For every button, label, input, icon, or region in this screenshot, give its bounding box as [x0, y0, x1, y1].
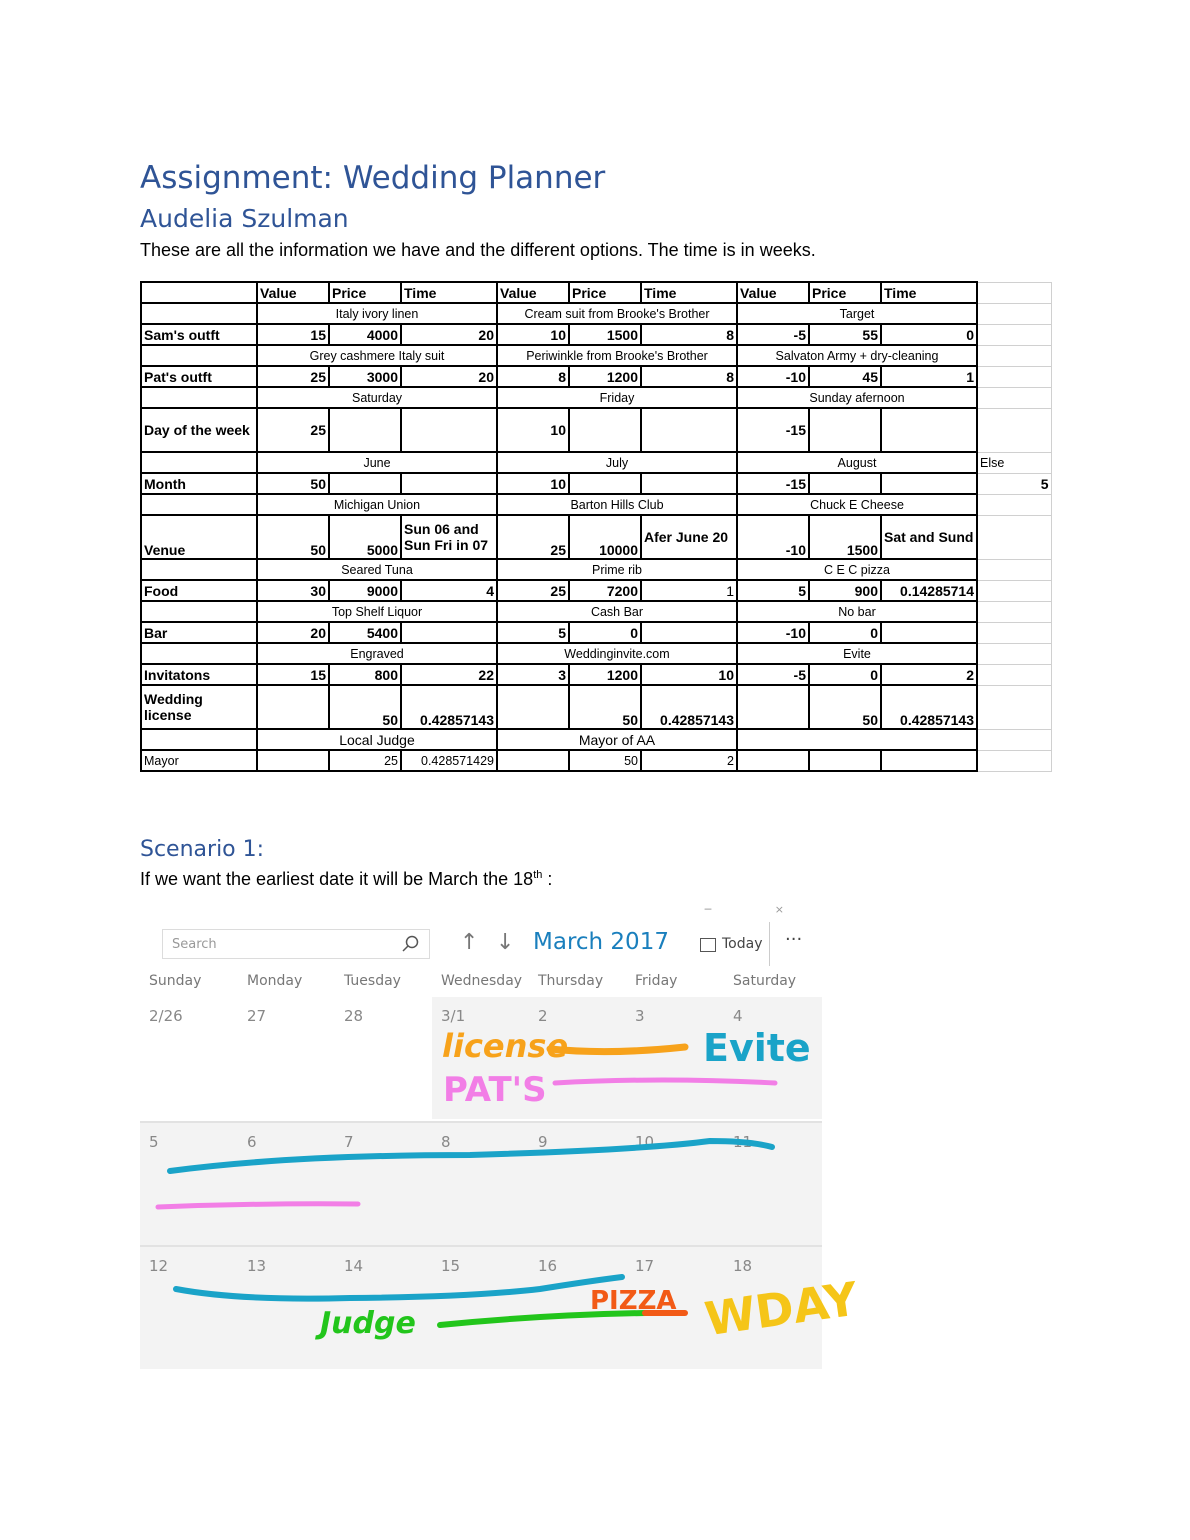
day-cell[interactable]: 6	[247, 1133, 257, 1151]
option-row	[141, 303, 1051, 324]
option-label: Grey cashmere Italy suit	[257, 345, 497, 366]
cell: 50	[569, 750, 641, 771]
row-label: Invitatons	[141, 664, 257, 685]
cell: 50	[329, 685, 401, 729]
option-label: Periwinkle from Brooke's Brother	[497, 345, 737, 366]
week2-pink-stroke	[158, 1204, 358, 1207]
cell: 15	[257, 664, 329, 685]
day-cell[interactable]: 2/26	[149, 1007, 183, 1025]
cell: 25	[497, 515, 569, 559]
data-row	[141, 664, 1051, 685]
previous-month-button[interactable]: ↑	[460, 930, 479, 955]
day-cell[interactable]: 17	[635, 1257, 655, 1275]
day-cell[interactable]: 14	[344, 1257, 364, 1275]
cell	[881, 622, 977, 643]
option-label: Local Judge	[257, 729, 497, 750]
day-cell[interactable]: 5	[149, 1133, 159, 1151]
next-month-button[interactable]: ↓	[496, 930, 515, 955]
cell	[401, 408, 497, 452]
cell: 5000	[329, 515, 401, 559]
cell: 3000	[329, 366, 401, 387]
data-row	[141, 324, 1051, 345]
weekday-header: Monday	[247, 973, 303, 989]
cell: 10	[497, 324, 569, 345]
option-label: Mayor of AA	[497, 729, 737, 750]
header-cell: Price	[329, 282, 401, 303]
pizza-note: PIZZA	[590, 1286, 677, 1316]
data-row	[141, 408, 1051, 452]
author-name: Audelia Szulman	[140, 204, 349, 233]
day-cell[interactable]: 9	[538, 1133, 548, 1151]
cell: -5	[737, 664, 809, 685]
option-label: C E C pizza	[737, 559, 977, 580]
header-cell: Value	[497, 282, 569, 303]
data-row	[141, 622, 1051, 643]
option-label: Weddinginvite.com	[497, 643, 737, 664]
weekday-header: Thursday	[538, 973, 604, 989]
cell: -10	[737, 622, 809, 643]
option-label: Italy ivory linen	[257, 303, 497, 324]
weekday-header: Wednesday	[441, 973, 523, 989]
cell: 0.42857143	[641, 685, 737, 729]
row-label: Month	[141, 473, 257, 494]
cell: 50	[809, 685, 881, 729]
weekday-header: Sunday	[149, 973, 202, 989]
cell: -15	[737, 408, 809, 452]
cell: Afer June 20	[641, 515, 737, 559]
day-cell[interactable]: 11	[733, 1133, 753, 1151]
row-label: Day of the week	[141, 408, 257, 452]
day-cell[interactable]: 2	[538, 1007, 548, 1025]
option-label: Cream suit from Brooke's Brother	[497, 303, 737, 324]
data-row	[141, 515, 1051, 559]
option-row	[141, 643, 1051, 664]
cell: -10	[737, 366, 809, 387]
option-row	[141, 345, 1051, 366]
row-label: Bar	[141, 622, 257, 643]
cell	[569, 408, 641, 452]
cell: 25	[257, 366, 329, 387]
pats-note: PAT'S	[443, 1070, 547, 1110]
weekday-header: Saturday	[733, 973, 797, 989]
search-placeholder: Search	[172, 937, 217, 952]
cell: -5	[737, 324, 809, 345]
option-label: Else	[977, 452, 1051, 473]
scenario-heading: Scenario 1:	[140, 837, 265, 862]
cell: 800	[329, 664, 401, 685]
cell	[641, 473, 737, 494]
day-cell[interactable]: 7	[344, 1133, 354, 1151]
weekday-header: Friday	[635, 973, 678, 989]
cell: 10	[497, 408, 569, 452]
cell: 10	[497, 473, 569, 494]
cell	[809, 473, 881, 494]
cell	[881, 473, 977, 494]
cell: 20	[401, 366, 497, 387]
cell	[329, 473, 401, 494]
day-cell[interactable]: 27	[247, 1007, 267, 1025]
cell: 15	[257, 324, 329, 345]
week2-blue-stroke	[170, 1141, 772, 1171]
option-row	[141, 601, 1051, 622]
cell	[641, 622, 737, 643]
option-label: Prime rib	[497, 559, 737, 580]
day-cell[interactable]: 28	[344, 1007, 364, 1025]
cell: 0.428571429	[401, 750, 497, 771]
row-label: Venue	[141, 515, 257, 559]
cell: 1	[641, 580, 737, 601]
option-row	[141, 494, 1051, 515]
week3-blue-stroke	[176, 1277, 622, 1299]
cell: 20	[401, 324, 497, 345]
row-label: Food	[141, 580, 257, 601]
cell	[569, 473, 641, 494]
option-label: Evite	[737, 643, 977, 664]
cell: 900	[809, 580, 881, 601]
header-cell: Price	[809, 282, 881, 303]
option-row	[141, 559, 1051, 580]
more-options-button[interactable]: ···	[785, 929, 803, 950]
day-cell[interactable]: 18	[733, 1257, 753, 1275]
cell: 5	[737, 580, 809, 601]
day-cell[interactable]: 16	[538, 1257, 558, 1275]
option-row	[141, 729, 1051, 750]
cell: 3	[497, 664, 569, 685]
cell: 50	[569, 685, 641, 729]
cell: 0.14285714	[881, 580, 977, 601]
cell: 0	[569, 622, 641, 643]
cell: 1200	[569, 664, 641, 685]
today-button[interactable]: Today	[722, 936, 763, 952]
cell: 10000	[569, 515, 641, 559]
option-label: July	[497, 452, 737, 473]
cell: 9000	[329, 580, 401, 601]
option-label: Cash Bar	[497, 601, 737, 622]
judge-note: Judge	[320, 1306, 416, 1341]
options-spreadsheet	[140, 281, 1050, 793]
header-cell: Value	[737, 282, 809, 303]
row-label: Wedding license	[141, 685, 257, 729]
cell: 0.42857143	[881, 685, 977, 729]
cell: 0.42857143	[401, 685, 497, 729]
cell: -15	[737, 473, 809, 494]
cell	[257, 750, 329, 771]
calendar-screenshot	[140, 903, 861, 1375]
header-cell: Value	[257, 282, 329, 303]
day-cell[interactable]: 4	[733, 1007, 743, 1025]
license-note: license	[442, 1027, 569, 1065]
option-label: Michigan Union	[257, 494, 497, 515]
month-title: March 2017	[533, 929, 669, 955]
data-row	[141, 366, 1051, 387]
option-label: Barton Hills Club	[497, 494, 737, 515]
header-cell: Time	[401, 282, 497, 303]
day-cell[interactable]: 13	[247, 1257, 267, 1275]
cell: 7200	[569, 580, 641, 601]
cell: 25	[497, 580, 569, 601]
cell: 25	[257, 408, 329, 452]
day-cell[interactable]: 3	[635, 1007, 645, 1025]
day-cell[interactable]: 10	[635, 1133, 655, 1151]
option-label: August	[737, 452, 977, 473]
header-row	[141, 282, 1051, 303]
option-row	[141, 387, 1051, 408]
cell: 50	[257, 473, 329, 494]
cell: Sun 06 and Sun Fri in 07	[401, 515, 497, 559]
cell	[641, 408, 737, 452]
cell: 50	[257, 515, 329, 559]
option-label: Saturday	[257, 387, 497, 408]
cell	[257, 685, 329, 729]
cell: 5	[497, 622, 569, 643]
cell: 8	[497, 366, 569, 387]
row-label: Sam's outft	[141, 324, 257, 345]
cell: 2	[641, 750, 737, 771]
cell	[401, 473, 497, 494]
cell	[881, 408, 977, 452]
cell: 5400	[329, 622, 401, 643]
pats-stroke	[555, 1080, 775, 1083]
option-label: Seared Tuna	[257, 559, 497, 580]
cell	[737, 685, 809, 729]
option-label: Sunday afernoon	[737, 387, 977, 408]
cell: 20	[257, 622, 329, 643]
option-label: No bar	[737, 601, 977, 622]
cell: 10	[641, 664, 737, 685]
cell	[329, 408, 401, 452]
row-label: Pat's outft	[141, 366, 257, 387]
cell: 22	[401, 664, 497, 685]
evite-note: Evite	[703, 1026, 811, 1070]
window-controls[interactable]: ─ ×	[704, 903, 814, 916]
cell: 2	[881, 664, 977, 685]
cell: 1500	[569, 324, 641, 345]
cell: 0	[809, 664, 881, 685]
header-cell: Price	[569, 282, 641, 303]
option-label: Target	[737, 303, 977, 324]
cell: 4	[401, 580, 497, 601]
cell: 8	[641, 324, 737, 345]
weekday-header: Tuesday	[344, 973, 401, 989]
data-row	[141, 750, 1051, 771]
cell: 25	[329, 750, 401, 771]
cell: 55	[809, 324, 881, 345]
data-row	[141, 580, 1051, 601]
option-label: Top Shelf Liquor	[257, 601, 497, 622]
cell	[497, 750, 569, 771]
header-cell: Time	[881, 282, 977, 303]
day-cell[interactable]: 15	[441, 1257, 461, 1275]
cell: 1	[881, 366, 977, 387]
option-label: Friday	[497, 387, 737, 408]
day-cell[interactable]: 8	[441, 1133, 451, 1151]
cell: 1200	[569, 366, 641, 387]
license-stroke	[550, 1047, 685, 1052]
row-label: Mayor	[141, 750, 257, 771]
day-cell[interactable]: 12	[149, 1257, 169, 1275]
option-label: June	[257, 452, 497, 473]
cell: Sat and Sund	[881, 515, 977, 559]
document-title: Assignment: Wedding Planner	[140, 160, 606, 196]
cell: 0	[809, 622, 881, 643]
cell	[497, 685, 569, 729]
day-cell[interactable]: 3/1	[441, 1007, 466, 1025]
option-row	[141, 452, 1051, 473]
option-label: Salvaton Army + dry-cleaning	[737, 345, 977, 366]
cell	[401, 622, 497, 643]
cell: 5	[977, 473, 1051, 494]
handwritten-annotations	[140, 905, 861, 1375]
scenario-text: If we want the earliest date it will be March the 18th :	[140, 869, 553, 889]
header-cell: Time	[641, 282, 737, 303]
intro-paragraph: These are all the information we have and the different options. The time is in weeks.	[140, 240, 816, 260]
cell: 8	[641, 366, 737, 387]
wday-note: WDAY	[701, 1271, 861, 1347]
cell: 4000	[329, 324, 401, 345]
data-row	[141, 473, 1051, 494]
cell	[809, 408, 881, 452]
cell: 0	[881, 324, 977, 345]
cell: 1500	[809, 515, 881, 559]
cell: 45	[809, 366, 881, 387]
cell: -10	[737, 515, 809, 559]
data-row	[141, 685, 1051, 729]
cell: 30	[257, 580, 329, 601]
option-label: Chuck E Cheese	[737, 494, 977, 515]
option-label: Engraved	[257, 643, 497, 664]
